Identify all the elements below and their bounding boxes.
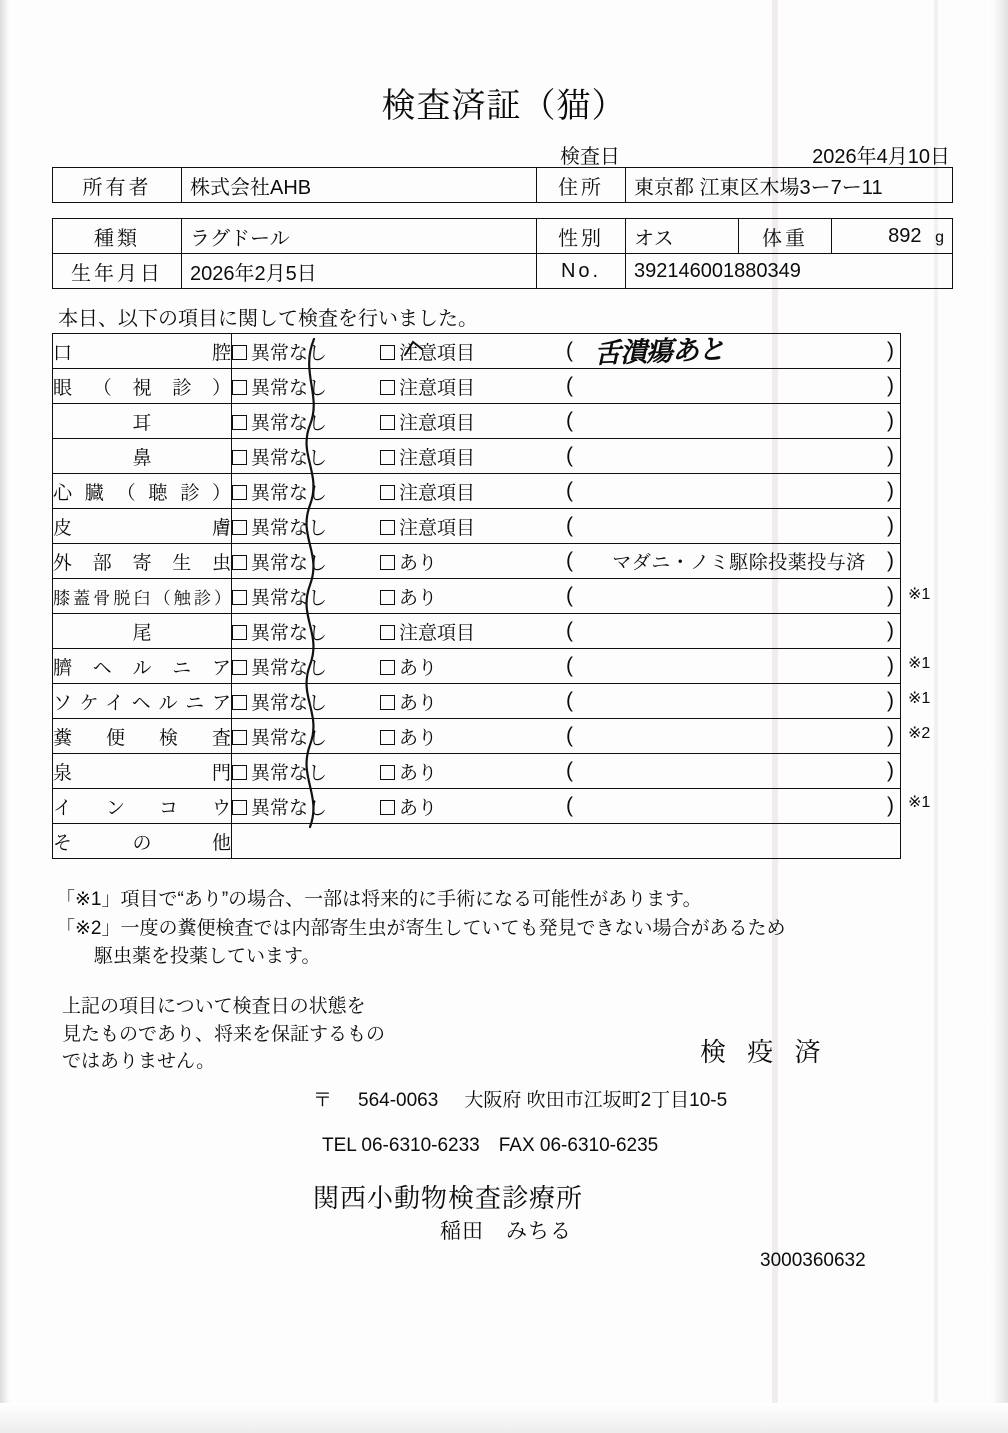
checkbox-box[interactable]	[232, 660, 247, 675]
note-paren-close: )	[887, 339, 894, 362]
checkbox-option-secondary[interactable]	[380, 338, 475, 365]
checkbox-option-normal[interactable]	[232, 688, 380, 715]
clinic-name: 関西小動物検査診療所	[313, 1183, 584, 1213]
exam-item-label: 眼（視診）	[53, 369, 232, 404]
checkbox-option-normal[interactable]	[232, 618, 380, 645]
exam-item-options	[232, 474, 901, 509]
checkbox-label: 注意項目	[399, 517, 476, 539]
exam-item-label: 鼻	[53, 439, 232, 474]
footnote-marker: ※1	[908, 655, 931, 673]
checkbox-box[interactable]	[232, 625, 247, 640]
checkbox-option-secondary[interactable]	[380, 758, 437, 785]
exam-item-label: ソケイヘルニア	[53, 684, 232, 719]
checkbox-box[interactable]	[380, 800, 395, 815]
checkbox-box[interactable]	[232, 520, 247, 535]
checkbox-box[interactable]	[232, 380, 247, 395]
checkbox-label: あり	[399, 552, 438, 574]
checkbox-option-secondary[interactable]	[380, 373, 475, 400]
checkbox-label: 異常なし	[251, 797, 328, 819]
examination-table	[52, 333, 901, 859]
checkbox-box[interactable]	[380, 485, 395, 500]
checkbox-option-secondary[interactable]	[380, 688, 437, 715]
note-paren-open: (	[566, 514, 573, 537]
exam-row	[53, 789, 901, 824]
table-row	[53, 219, 953, 254]
note-paren-close: )	[887, 409, 894, 432]
note-paren-open: (	[566, 549, 573, 572]
owner-value: 株式会社AHB	[182, 168, 537, 203]
clinic-postal-code: 564-0063	[358, 1090, 439, 1111]
checkbox-option-normal[interactable]	[232, 443, 380, 470]
exam-item-options	[232, 439, 901, 474]
exam-note-text: マダニ・ノミ駆除投薬投与済	[612, 552, 866, 574]
breed-value: ラグドール	[182, 219, 537, 254]
handwritten-note: 舌潰瘍あと	[593, 334, 725, 370]
exam-item-options	[232, 684, 901, 719]
note-paren-open: (	[566, 689, 573, 712]
checkbox-label: 注意項目	[399, 377, 476, 399]
owner-info-table	[52, 167, 953, 203]
checkbox-option-secondary[interactable]	[380, 548, 437, 575]
clinic-veterinarian-name: 稲田 みちる	[440, 1220, 572, 1243]
footnotes	[56, 886, 786, 972]
footnote-marker: ※1	[908, 793, 931, 811]
exam-item-options	[232, 614, 901, 649]
animal-detail-table	[52, 218, 953, 289]
checkbox-label: 異常なし	[251, 622, 328, 644]
weight-unit: g	[935, 228, 944, 246]
checkbox-option-secondary[interactable]	[380, 408, 475, 435]
checkbox-box[interactable]	[232, 415, 247, 430]
note-paren-close: )	[887, 479, 894, 502]
checkbox-label: 異常なし	[251, 342, 328, 364]
checkbox-box[interactable]	[380, 345, 395, 360]
note-paren-open: (	[566, 479, 573, 502]
exam-item-options	[232, 789, 901, 824]
checkbox-option-normal[interactable]	[232, 548, 380, 575]
exam-item-label: 尾	[53, 614, 232, 649]
exam-item-options	[232, 754, 901, 789]
note-paren-open: (	[566, 794, 573, 817]
table-row	[53, 254, 953, 289]
table-row	[53, 168, 953, 203]
exam-row	[53, 369, 901, 404]
exam-row	[53, 684, 901, 719]
checkbox-option-normal[interactable]	[232, 478, 380, 505]
checkbox-option-normal[interactable]	[232, 793, 380, 820]
footnote-3: 駆虫薬を投薬しています。	[94, 946, 321, 967]
exam-item-options	[232, 649, 901, 684]
checkbox-label: あり	[399, 727, 438, 749]
clinic-address: 大阪府 吹田市江坂町2丁目10-5	[464, 1090, 728, 1111]
checkbox-option-secondary[interactable]	[380, 653, 437, 680]
exam-row	[53, 334, 901, 369]
checkbox-box[interactable]	[380, 625, 395, 640]
disclaimer-line-3: ではありません。	[62, 1051, 216, 1073]
checkbox-label: 注意項目	[399, 412, 476, 434]
exam-item-label: 皮 膚	[53, 509, 232, 544]
sex-value: オス	[626, 219, 739, 254]
checkbox-box[interactable]	[232, 590, 247, 605]
checkbox-label: あり	[399, 692, 438, 714]
page-title: 検査済証（猫）	[381, 87, 627, 125]
checkbox-box[interactable]	[232, 555, 247, 570]
checkbox-label: 異常なし	[251, 587, 328, 609]
checkbox-option-secondary[interactable]	[380, 618, 475, 645]
checkbox-box[interactable]	[380, 765, 395, 780]
birth-label: 生年月日	[53, 254, 182, 289]
note-paren-open: (	[566, 654, 573, 677]
no-label: No.	[537, 254, 626, 289]
checkbox-label: あり	[399, 797, 438, 819]
checkbox-box[interactable]	[380, 730, 395, 745]
checkbox-option-secondary[interactable]	[380, 583, 437, 610]
note-paren-open: (	[566, 444, 573, 467]
exam-item-options	[232, 719, 901, 754]
note-paren-open: (	[566, 409, 573, 432]
checkbox-option-normal[interactable]	[232, 723, 380, 750]
note-paren-open: (	[566, 584, 573, 607]
checkbox-option-secondary[interactable]	[380, 723, 437, 750]
note-paren-close: )	[887, 584, 894, 607]
note-paren-close: )	[887, 759, 894, 782]
scan-edge-left	[0, 0, 14, 1433]
checkbox-label: 異常なし	[251, 517, 328, 539]
note-paren-open: (	[566, 724, 573, 747]
checkbox-option-normal[interactable]	[232, 408, 380, 435]
note-paren-close: )	[887, 724, 894, 747]
disclaimer	[62, 993, 385, 1076]
address-label: 住所	[537, 168, 626, 203]
exam-row	[53, 614, 901, 649]
checkbox-option-normal[interactable]	[232, 338, 380, 365]
exam-item-options	[232, 579, 901, 614]
checkbox-box[interactable]	[232, 730, 247, 745]
checkbox-label: 注意項目	[399, 622, 476, 644]
postal-mark-icon: 〒	[313, 1090, 333, 1111]
checkbox-box[interactable]	[232, 450, 247, 465]
exam-item-options	[232, 404, 901, 439]
checkbox-option-secondary[interactable]	[380, 478, 475, 505]
disclaimer-line-1: 上記の項目について検査日の状態を	[62, 996, 366, 1017]
exam-item-options	[232, 509, 901, 544]
footnote-1: 「※1」項目で“あり”の場合、一部は将来的に手術になる可能性があります。	[56, 889, 702, 910]
note-paren-close: )	[887, 549, 894, 572]
exam-item-options	[232, 369, 901, 404]
note-paren-open: (	[566, 339, 573, 362]
exam-item-label: 口 腔	[53, 334, 232, 369]
checkbox-box[interactable]	[232, 765, 247, 780]
checkbox-label: あり	[399, 762, 438, 784]
checkbox-label: 異常なし	[251, 447, 328, 469]
footnote-2: 「※2」一度の糞便検査では内部寄生虫が寄生していても発見できない場合があるため	[56, 917, 786, 939]
exam-row	[53, 474, 901, 509]
exam-row	[53, 509, 901, 544]
exam-item-label: 臍ヘルニア	[53, 649, 232, 684]
exam-item-options	[232, 824, 901, 859]
exam-row	[53, 579, 901, 614]
note-paren-close: )	[887, 444, 894, 467]
exam-item-label: そ の 他	[53, 824, 232, 859]
exam-item-label: 糞便検査	[53, 719, 232, 754]
note-paren-close: )	[887, 619, 894, 642]
note-paren-close: )	[887, 794, 894, 817]
checkbox-box[interactable]	[380, 380, 395, 395]
weight-value-cell	[832, 219, 953, 254]
scan-streak	[934, 0, 938, 1433]
exam-item-options	[232, 544, 901, 579]
checkbox-label: 異常なし	[251, 727, 328, 749]
checkbox-box[interactable]	[380, 450, 395, 465]
quarantine-stamp: 検 疫 済	[700, 1037, 828, 1067]
checkbox-option-normal[interactable]	[232, 758, 380, 785]
checkbox-box[interactable]	[380, 660, 395, 675]
checkbox-box[interactable]	[380, 415, 395, 430]
footnote-marker: ※1	[908, 586, 931, 604]
checkbox-label: 注意項目	[399, 482, 476, 504]
exam-item-label: 耳	[53, 404, 232, 439]
checkbox-box[interactable]	[232, 345, 247, 360]
sex-label: 性別	[537, 219, 626, 254]
weight-value: 892	[888, 224, 922, 247]
no-value: 392146001880349	[626, 254, 953, 289]
checkbox-label: 注意項目	[399, 342, 476, 364]
checkbox-option-secondary[interactable]	[380, 793, 437, 820]
exam-item-label: 心臓（聴診）	[53, 474, 232, 509]
disclaimer-line-2: 見たものであり、将来を保証するもの	[62, 1023, 386, 1045]
birth-value: 2026年2月5日	[182, 254, 537, 289]
breed-label: 種類	[53, 219, 182, 254]
footnote-marker: ※1	[908, 690, 931, 707]
note-paren-close: )	[887, 514, 894, 537]
checkbox-option-normal[interactable]	[232, 653, 380, 680]
exam-item-label: インコウ	[53, 789, 232, 824]
note-paren-open: (	[566, 374, 573, 397]
checkbox-box[interactable]	[380, 590, 395, 605]
checkbox-label: 異常なし	[251, 762, 328, 784]
checkbox-label: 異常なし	[251, 692, 328, 714]
exam-item-label: 泉 門	[53, 754, 232, 789]
checkbox-box[interactable]	[380, 520, 395, 535]
address-value: 東京都 江東区木場3ー7ー11	[626, 168, 953, 203]
exam-row	[53, 439, 901, 474]
scan-shadow-bottom	[0, 1403, 1008, 1433]
exam-row	[53, 404, 901, 439]
checkbox-box[interactable]	[380, 555, 395, 570]
checkbox-label: 異常なし	[251, 412, 328, 434]
note-paren-close: )	[887, 374, 894, 397]
checkbox-option-secondary[interactable]	[380, 443, 475, 470]
exam-item-label: 外部寄生虫	[53, 544, 232, 579]
exam-row	[53, 754, 901, 789]
clinic-postal-line	[313, 1085, 727, 1112]
weight-label: 体重	[739, 219, 832, 254]
checkbox-box[interactable]	[380, 695, 395, 710]
scan-edge-right	[988, 0, 1008, 1433]
checkbox-box[interactable]	[232, 800, 247, 815]
exam-row	[53, 544, 901, 579]
checkbox-label: 注意項目	[399, 447, 476, 469]
footnote-marker: ※2	[908, 724, 931, 742]
note-paren-open: (	[566, 619, 573, 642]
clinic-tel-fax: TEL 06-6310-6233 FAX 06-6310-6235	[322, 1135, 659, 1156]
intro-sentence: 本日、以下の項目に関して検査を行いました。	[58, 308, 478, 330]
owner-label: 所有者	[53, 168, 182, 203]
checkbox-label: あり	[399, 587, 438, 609]
exam-row	[53, 719, 901, 754]
note-paren-close: )	[887, 689, 894, 712]
exam-date-row	[560, 140, 950, 169]
checkbox-label: 異常なし	[251, 482, 328, 504]
exam-row	[53, 649, 901, 684]
checkbox-option-normal[interactable]	[232, 513, 380, 540]
checkbox-label: あり	[399, 657, 438, 679]
exam-row	[53, 824, 901, 859]
note-paren-open: (	[566, 759, 573, 782]
checkbox-label: 異常なし	[251, 657, 328, 679]
checkbox-label: 異常なし	[251, 377, 328, 399]
checkbox-option-secondary[interactable]	[380, 513, 475, 540]
exam-item-options	[232, 334, 901, 369]
exam-item-label: 膝蓋骨脱臼（触診）	[53, 579, 232, 614]
checkbox-label: 異常なし	[251, 552, 328, 574]
exam-date-label: 検査日	[560, 146, 620, 168]
exam-date-value: 2026年4月10日	[812, 146, 950, 168]
checkbox-box[interactable]	[232, 485, 247, 500]
note-paren-close: )	[887, 654, 894, 677]
checkbox-option-normal[interactable]	[232, 583, 380, 610]
document-number: 3000360632	[760, 1250, 866, 1271]
checkbox-box[interactable]	[232, 695, 247, 710]
checkbox-option-normal[interactable]	[232, 373, 380, 400]
